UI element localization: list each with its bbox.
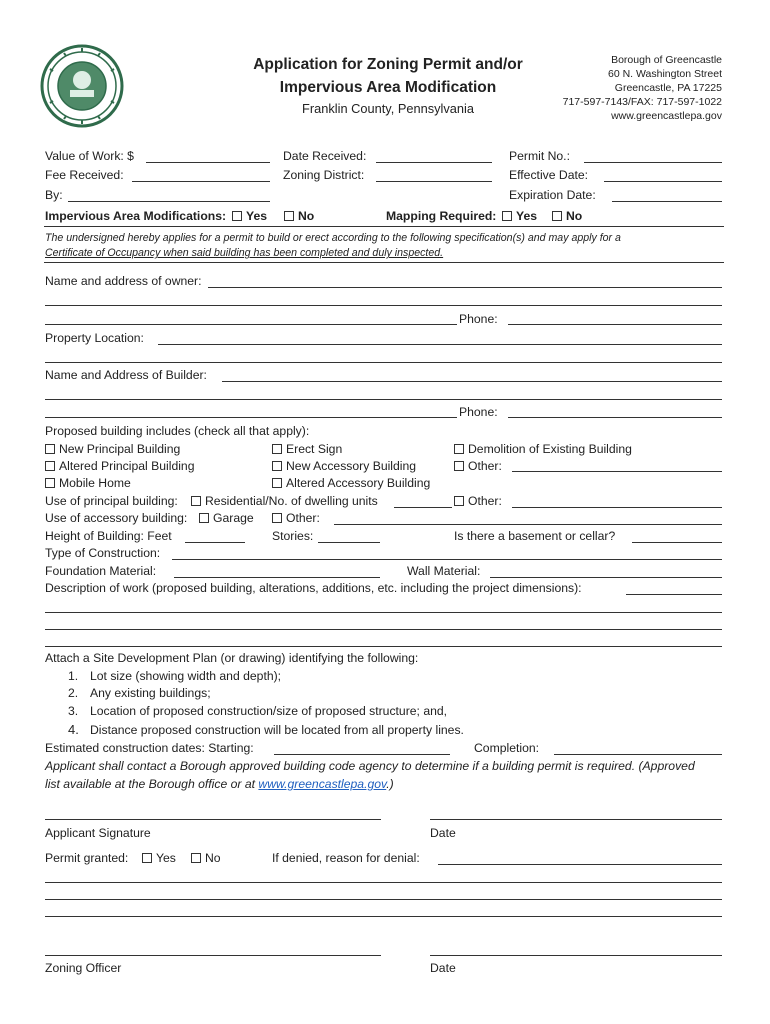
website-link[interactable]: www.greencastlepa.gov (258, 777, 387, 791)
option-label: Other: (468, 459, 502, 473)
site-plan-number: 3. (68, 704, 79, 718)
checkbox-icon[interactable] (45, 478, 55, 488)
declaration-line2: Certificate of Occupancy when said building has been completed and duly inspected. (45, 247, 444, 259)
checkbox-icon[interactable] (502, 211, 512, 221)
impervious-area-label: Impervious Area Modifications: (45, 209, 227, 223)
checkbox-icon[interactable] (191, 853, 201, 863)
borough-seal-logo (40, 44, 124, 128)
notice-text: list available at the Borough office or at (45, 777, 259, 791)
form-title-line2: Impervious Area Modification (279, 79, 497, 96)
basement-field[interactable] (632, 542, 722, 543)
form-subtitle: Franklin County, Pennsylvania (302, 101, 474, 116)
completion-date-field[interactable] (554, 754, 722, 755)
wall-material-label: Wall Material: (407, 564, 481, 578)
wall-material-field[interactable] (490, 577, 722, 578)
description-label: Description of work (proposed building, alterations, additions, etc. including the project dimensions): (45, 581, 582, 595)
zoning-officer-signature-field[interactable] (45, 955, 381, 956)
property-location-label: Property Location: (45, 331, 144, 345)
by-field[interactable] (68, 201, 270, 202)
principal-use-label: Use of principal building: (45, 494, 178, 508)
option-label: Demolition of Existing Building (468, 442, 632, 456)
builder-field[interactable] (222, 381, 722, 382)
mapping-yes-option[interactable] (502, 209, 537, 223)
impervious-yes-option[interactable] (232, 209, 267, 223)
mapping-required-label: Mapping Required: (386, 209, 497, 223)
description-field[interactable] (45, 646, 722, 647)
checkbox-icon[interactable] (199, 513, 209, 523)
zoning-officer-label: Zoning Officer (45, 961, 122, 975)
builder-field[interactable] (45, 417, 457, 418)
option-label: Other: (468, 494, 502, 508)
site-plan-item: Lot size (showing width and depth); (90, 669, 282, 683)
accessory-other-option[interactable] (272, 511, 320, 525)
erect-sign-option[interactable] (272, 442, 342, 456)
address-line: 717-597-7143/FAX: 717-597-1022 (562, 96, 722, 108)
foundation-field[interactable] (174, 577, 380, 578)
fee-received-label: Fee Received: (45, 168, 124, 182)
altered-accessory-option[interactable] (272, 476, 430, 490)
value-of-work-label: Value of Work: $ (45, 149, 134, 163)
effective-date-field[interactable] (604, 181, 722, 182)
divider (44, 262, 724, 263)
foundation-label: Foundation Material: (45, 564, 157, 578)
completion-date-label: Completion: (474, 741, 540, 755)
notice-line1: Applicant shall contact a Borough approved building code agency to determine if a building permit is required. (Approved (45, 759, 695, 773)
permit-no-option[interactable] (191, 851, 221, 865)
stories-label: Stories: (272, 529, 314, 543)
form-title-line1: Application for Zoning Permit and/or (253, 56, 523, 73)
site-plan-number: 2. (68, 686, 79, 700)
zoning-officer-date-field[interactable] (430, 955, 722, 956)
checkbox-icon[interactable] (142, 853, 152, 863)
new-accessory-option[interactable] (272, 459, 416, 473)
address-line: www.greencastlepa.gov (611, 110, 722, 122)
checkbox-icon[interactable] (284, 211, 294, 221)
basement-label: Is there a basement or cellar? (454, 529, 616, 543)
owner-field[interactable] (45, 324, 457, 325)
permit-no-field[interactable] (584, 162, 722, 163)
option-label: Other: (286, 511, 320, 525)
applicant-signature-field[interactable] (45, 819, 381, 820)
borough-address (522, 53, 722, 123)
option-label: Yes (246, 209, 268, 223)
date-received-field[interactable] (376, 162, 492, 163)
fee-received-field[interactable] (132, 181, 270, 182)
site-plan-item: Location of proposed construction/size of proposed structure; and, (90, 704, 448, 718)
accessory-other-field[interactable] (334, 524, 722, 525)
proposed-other-option[interactable] (454, 459, 502, 473)
denial-reason-field[interactable] (45, 899, 722, 900)
address-line: 60 N. Washington Street (607, 68, 722, 80)
denial-reason-field[interactable] (45, 916, 722, 917)
construction-type-field[interactable] (172, 559, 722, 560)
description-field[interactable] (626, 594, 722, 595)
owner-label: Name and address of owner: (45, 274, 202, 288)
zoning-officer-date-label: Date (430, 961, 456, 975)
divider (44, 226, 724, 227)
value-of-work-field[interactable] (146, 162, 270, 163)
checkbox-icon[interactable] (454, 496, 464, 506)
checkbox-icon[interactable] (232, 211, 242, 221)
checkbox-icon[interactable] (272, 513, 282, 523)
site-plan-item: Any existing buildings; (90, 686, 211, 700)
denial-reason-field[interactable] (438, 864, 722, 865)
starting-date-field[interactable] (274, 754, 450, 755)
proposed-other-field[interactable] (512, 471, 722, 472)
site-plan-item: Distance proposed construction will be located from all property lines. (90, 723, 464, 737)
checkbox-icon[interactable] (454, 461, 464, 471)
demolition-option[interactable] (454, 442, 632, 456)
builder-field[interactable] (45, 399, 722, 400)
height-label: Height of Building: Feet (45, 529, 172, 543)
proposed-building-label: Proposed building includes (check all that apply): (45, 424, 310, 438)
height-field[interactable] (185, 542, 245, 543)
option-label: No (566, 209, 583, 223)
owner-field[interactable] (45, 305, 722, 306)
description-field[interactable] (45, 629, 722, 630)
checkbox-icon[interactable] (191, 496, 201, 506)
residential-option[interactable] (191, 494, 378, 508)
impervious-no-option[interactable] (284, 209, 314, 223)
declaration-line1: The undersigned hereby applies for a permit to build or erect according to the following specification(s) and may apply for a (45, 232, 621, 244)
option-label: Erect Sign (286, 442, 343, 456)
owner-phone-field[interactable] (508, 324, 722, 325)
permit-yes-option[interactable] (142, 851, 176, 865)
garage-option[interactable] (199, 511, 254, 525)
option-label: No (298, 209, 315, 223)
starting-date-label: Estimated construction dates: Starting: (45, 741, 254, 755)
option-label: Yes (156, 851, 176, 865)
owner-phone-label: Phone: (459, 312, 498, 326)
by-label: By: (45, 188, 63, 202)
builder-phone-label: Phone: (459, 405, 498, 419)
option-label: Altered Principal Building (59, 459, 195, 473)
checkbox-icon[interactable] (45, 444, 55, 454)
zoning-district-field[interactable] (376, 181, 492, 182)
new-principal-option[interactable] (45, 442, 180, 456)
notice-text: .) (386, 777, 394, 791)
builder-label: Name and Address of Builder: (45, 368, 207, 382)
owner-field[interactable] (208, 287, 722, 288)
stories-field[interactable] (318, 542, 380, 543)
applicant-signature-label: Applicant Signature (45, 826, 151, 840)
mapping-no-option[interactable] (552, 209, 582, 223)
expiration-date-field[interactable] (612, 201, 722, 202)
property-location-field[interactable] (45, 362, 722, 363)
effective-date-label: Effective Date: (509, 168, 589, 182)
site-plan-intro: Attach a Site Development Plan (or drawing) identifying the following: (45, 651, 419, 665)
applicant-date-label: Date (430, 826, 456, 840)
notice-line2 (45, 777, 394, 791)
date-received-label: Date Received: (283, 149, 367, 163)
principal-other-field[interactable] (512, 507, 722, 508)
denial-reason-label: If denied, reason for denial: (272, 851, 420, 865)
applicant-date-field[interactable] (430, 819, 722, 820)
description-field[interactable] (45, 612, 722, 613)
dwelling-units-field[interactable] (394, 507, 452, 508)
option-label: Altered Accessory Building (286, 476, 431, 490)
zoning-district-label: Zoning District: (283, 168, 365, 182)
construction-type-label: Type of Construction: (45, 546, 161, 560)
property-location-field[interactable] (158, 344, 722, 345)
address-line: Greencastle, PA 17225 (614, 82, 722, 94)
checkbox-icon[interactable] (552, 211, 562, 221)
altered-principal-option[interactable] (45, 459, 195, 473)
accessory-use-label: Use of accessory building: (45, 511, 188, 525)
checkbox-icon[interactable] (454, 444, 464, 454)
checkbox-icon[interactable] (272, 444, 282, 454)
permit-granted-label: Permit granted: (45, 851, 129, 865)
option-label: New Principal Building (59, 442, 181, 456)
option-label: New Accessory Building (286, 459, 417, 473)
permit-no-label: Permit No.: (509, 149, 570, 163)
option-label: Garage (213, 511, 254, 525)
checkbox-icon[interactable] (272, 461, 282, 471)
mobile-home-option[interactable] (45, 476, 131, 490)
principal-other-option[interactable] (454, 494, 502, 508)
option-label: No (205, 851, 221, 865)
site-plan-number: 4. (68, 722, 79, 737)
option-label: Mobile Home (59, 476, 131, 490)
checkbox-icon[interactable] (272, 478, 282, 488)
denial-reason-field[interactable] (45, 882, 722, 883)
expiration-date-label: Expiration Date: (509, 188, 596, 202)
site-plan-number: 1. (68, 669, 79, 683)
checkbox-icon[interactable] (45, 461, 55, 471)
option-label: Residential/No. of dwelling units (205, 494, 378, 508)
address-line: Borough of Greencastle (611, 54, 722, 66)
builder-phone-field[interactable] (508, 417, 722, 418)
option-label: Yes (516, 209, 538, 223)
